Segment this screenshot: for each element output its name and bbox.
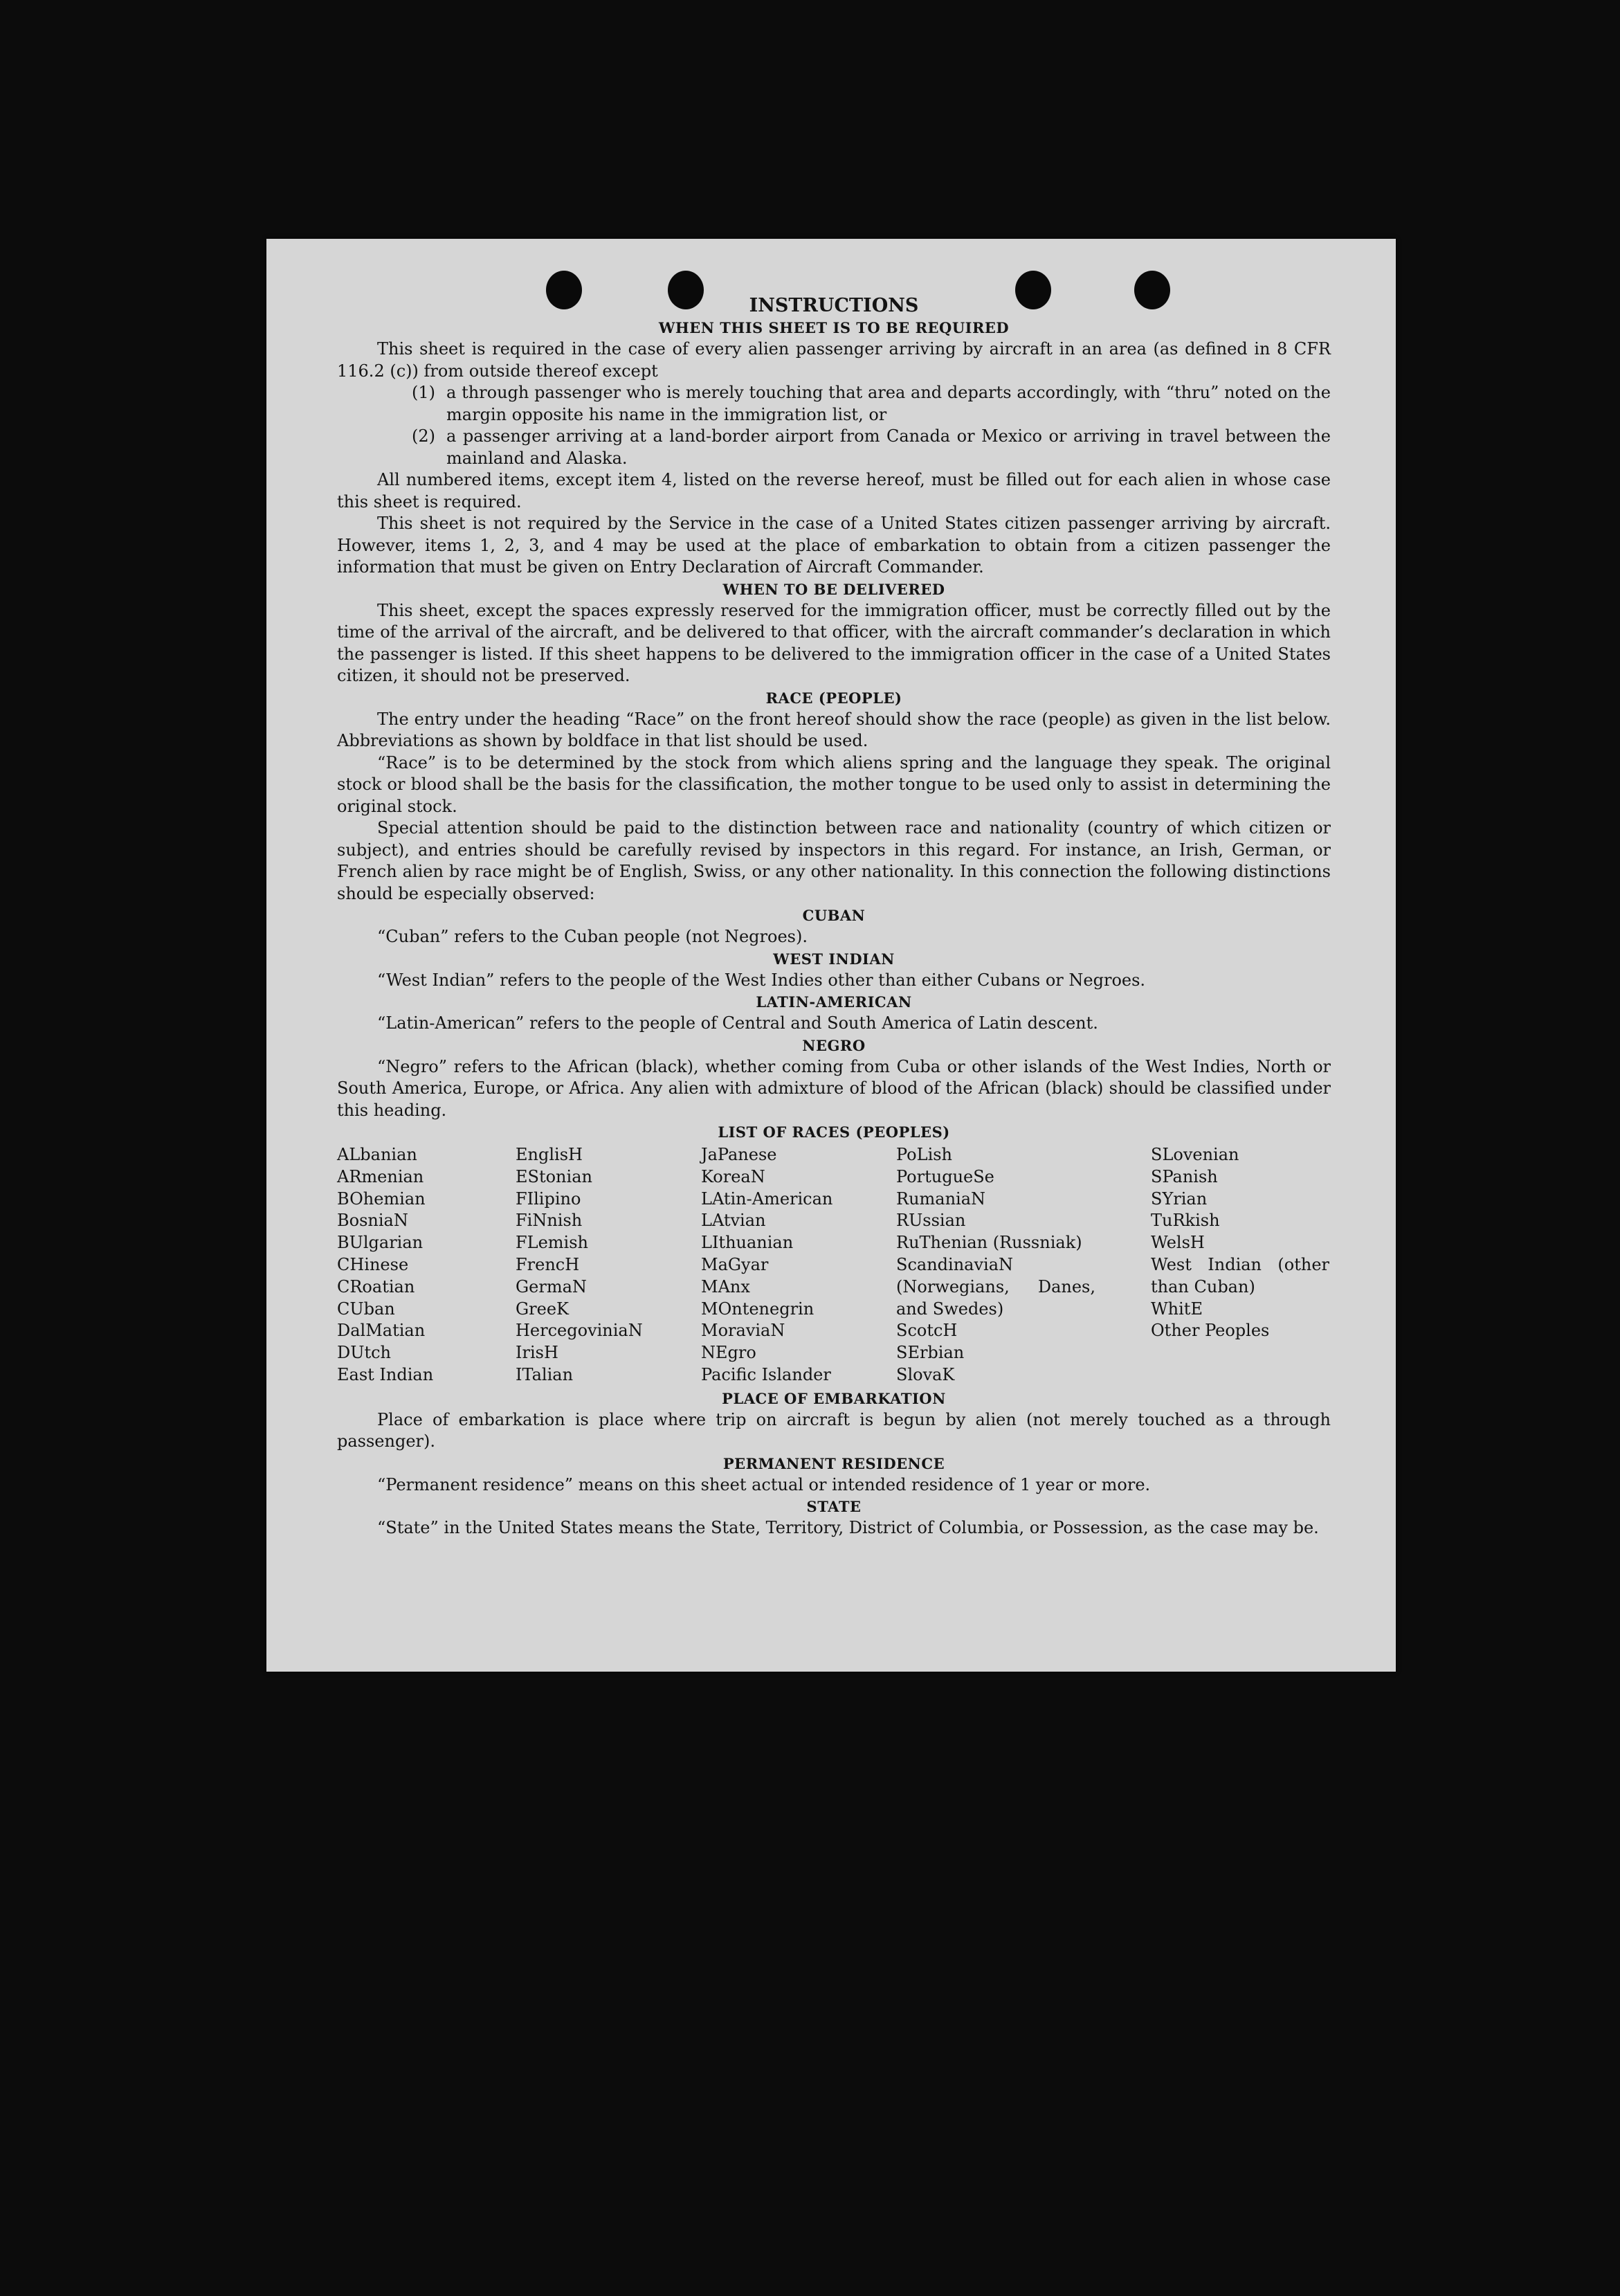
race-entry: BUlgarian <box>337 1233 424 1253</box>
race-entry: JaPanese <box>701 1145 777 1164</box>
race-entry: KoreaN <box>701 1166 765 1186</box>
race-entry: NEgro <box>701 1343 756 1363</box>
race-entry: RuThenian (Russniak) <box>896 1233 1082 1253</box>
race-entry: DalMatian <box>337 1321 426 1341</box>
paragraph: This sheet is required in the case of every alien passenger arriving by aircraft in an area (as defined in 8 CFR 116.2 (c)) from outside thereof except <box>337 339 1331 381</box>
races-column <box>1151 1144 1331 1386</box>
section-heading: STATE <box>806 1498 862 1516</box>
paragraph: “State” in the United States means the State, Territory, District of Columbia, or Possession, as the case may be. <box>377 1518 1319 1538</box>
race-entry: BosniaN <box>337 1211 408 1231</box>
paragraph: “Latin-American” refers to the people of Central and South America of Latin descent. <box>377 1013 1098 1033</box>
race-entry: FIlipino <box>516 1188 581 1209</box>
race-entry: SLovenian <box>1151 1145 1239 1164</box>
race-entry: IrisH <box>516 1343 558 1363</box>
paragraph: “Negro” refers to the African (black), whether coming from Cuba or other islands of the West Indies, North or South America, Europe, or Africa. Any alien with admixture of blood of the African (black) should be classified under this heading. <box>337 1056 1331 1120</box>
race-entry: FrencH <box>516 1254 580 1274</box>
race-entry: GermaN <box>516 1276 587 1296</box>
race-entry: CUban <box>337 1299 395 1319</box>
paragraph: “Permanent residence” means on this sheet actual or intended residence of 1 year or more. <box>377 1474 1151 1494</box>
races-heading: LIST OF RACES (PEOPLES) <box>718 1123 950 1141</box>
paragraph: This sheet, except the spaces expressly reserved for the immigration officer, must be correctly filled out by the time of the arrival of the aircraft, and be delivered to that officer, with the aircraft commander’s declaration in which the passenger is listed. If this sheet happens to be delivered to the immigration officer in the case of a United States citizen, it should not be preserved. <box>337 600 1331 685</box>
race-entry: BOhemian <box>337 1188 426 1209</box>
race-entry: LAtvian <box>701 1211 766 1231</box>
race-entry: EStonian <box>516 1166 592 1186</box>
race-entry: ITalian <box>516 1364 574 1384</box>
race-entry: PoLish <box>896 1145 953 1164</box>
race-entry: MaGyar <box>701 1254 769 1274</box>
section-heading: NEGRO <box>802 1036 866 1054</box>
race-entry: ScotcH <box>896 1321 958 1341</box>
race-entry: ALbanian <box>337 1145 417 1164</box>
document-body <box>337 294 1331 1539</box>
race-entry: Pacific Islander <box>701 1364 831 1384</box>
races-list <box>337 1144 1331 1386</box>
race-entry: WelsH <box>1151 1233 1205 1253</box>
section-heading: PERMANENT RESIDENCE <box>722 1454 945 1472</box>
section-heading: RACE (PEOPLE) <box>765 689 902 707</box>
races-column <box>337 1144 516 1386</box>
races-column <box>516 1144 701 1386</box>
race-entry: CRoatian <box>337 1276 415 1296</box>
item-text: a passenger arriving at a land-border airport from Canada or Mexico or arriving in travel between the mainland and Alaska. <box>446 426 1331 468</box>
item-number: (1) <box>412 383 435 402</box>
item-number: (2) <box>412 426 435 446</box>
race-entry: EnglisH <box>516 1145 583 1164</box>
race-entry: ScandinaviaN (Norwegians, Danes, and Swedes) <box>896 1254 1095 1319</box>
instruction-sheet <box>266 239 1396 1672</box>
paragraph: This sheet is not required by the Service in the case of a United States citizen passenger arriving by aircraft. However, items 1, 2, 3, and 4 may be used at the place of embarkation to obtain from a citizen passenger the information that must be given on Entry Declaration of Aircraft Commander. <box>337 514 1331 577</box>
races-column <box>896 1144 1151 1386</box>
section-heading: LATIN-AMERICAN <box>756 993 912 1011</box>
race-entry: HercegoviniaN <box>516 1321 643 1341</box>
item-text: a through passenger who is merely touching that area and departs accordingly, with “thru” noted on the margin opposite his name in the immigration list, or <box>446 383 1331 424</box>
exception-item <box>412 426 1331 469</box>
race-entry: MoraviaN <box>701 1321 785 1341</box>
race-entry: SYrian <box>1151 1188 1208 1209</box>
paragraph: “Cuban” refers to the Cuban people (not Negroes). <box>377 927 808 946</box>
race-entry: FLemish <box>516 1233 588 1253</box>
section-heading: WHEN TO BE DELIVERED <box>722 580 945 598</box>
section-heading: WEST INDIAN <box>773 950 895 968</box>
paragraph: The entry under the heading “Race” on the front hereof should show the race (people) as given in the list below. Abbreviations as shown by boldface in that list should be used. <box>337 709 1331 750</box>
race-entry: RumaniaN <box>896 1188 986 1209</box>
section-heading: WHEN THIS SHEET IS TO BE REQUIRED <box>658 319 1010 336</box>
paragraph: Special attention should be paid to the distinction between race and nationality (country of which citizen or subject), and entries should be carefully revised by inspectors in this regard. For instance, an Irish, German, or French alien by race might be of English, Swiss, or any other nationality. In this connection the following distinctions should be especially observed: <box>337 818 1331 903</box>
race-entry: LIthuanian <box>701 1233 794 1253</box>
race-entry: ARmenian <box>337 1166 424 1186</box>
race-entry: GreeK <box>516 1299 569 1319</box>
race-entry: WhitE <box>1151 1299 1203 1319</box>
race-entry: MAnx <box>701 1276 750 1296</box>
race-entry: MOntenegrin <box>701 1299 814 1319</box>
race-entry: West Indian (other than Cuban) <box>1151 1254 1329 1296</box>
race-entry: DUtch <box>337 1343 392 1363</box>
section-heading: CUBAN <box>802 907 866 924</box>
race-entry: PortugueSe <box>896 1166 994 1186</box>
race-entry: East Indian <box>337 1364 434 1384</box>
paragraph: “Race” is to be determined by the stock from which aliens spring and the language they speak. The original stock or blood shall be the basis for the classification, the mother tongue to be used only to assist in determining the original stock. <box>337 752 1331 816</box>
race-entry: SPanish <box>1151 1166 1218 1186</box>
race-entry: CHinese <box>337 1254 409 1274</box>
paragraph: All numbered items, except item 4, listed on the reverse hereof, must be filled out for each alien in whose case this sheet is required. <box>337 470 1331 512</box>
race-entry: SErbian <box>896 1343 965 1363</box>
document-title: INSTRUCTIONS <box>749 295 919 316</box>
race-entry: TuRkish <box>1151 1211 1220 1231</box>
race-entry: Other Peoples <box>1151 1321 1270 1341</box>
races-column <box>701 1144 896 1386</box>
race-entry: SlovaK <box>896 1364 955 1384</box>
race-entry: RUssian <box>896 1211 966 1231</box>
paragraph: Place of embarkation is place where trip on aircraft is begun by alien (not merely touched as a through passenger). <box>337 1409 1331 1452</box>
race-entry: LAtin-American <box>701 1188 833 1209</box>
section-heading: PLACE OF EMBARKATION <box>722 1389 946 1407</box>
race-entry: FiNnish <box>516 1211 583 1231</box>
paragraph: “West Indian” refers to the people of the West Indies other than either Cubans or Negroes. <box>377 970 1146 990</box>
exception-item <box>412 382 1331 426</box>
